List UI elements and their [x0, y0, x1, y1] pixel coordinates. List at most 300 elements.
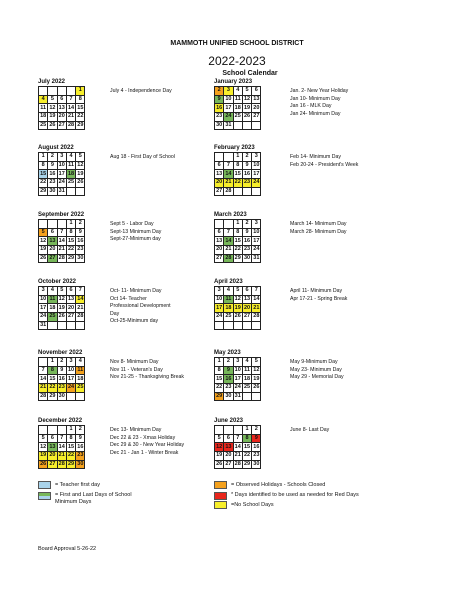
day-cell: 26	[234, 313, 241, 320]
day-cell: 25	[77, 384, 84, 391]
day-cell: 2	[215, 87, 224, 96]
week-row	[39, 104, 85, 113]
month-notes	[290, 288, 347, 303]
day-cell: 9	[242, 161, 251, 170]
day-cell: 9	[242, 228, 251, 237]
day-cell: 29	[49, 393, 56, 400]
day-cell: 14	[58, 237, 65, 244]
day-cell: 26	[58, 313, 65, 320]
day-cell: 23	[77, 246, 84, 253]
day-cell: 16	[77, 443, 84, 450]
day-cell	[252, 321, 261, 330]
day-cell	[57, 321, 66, 330]
day-cell: 10	[253, 162, 260, 169]
week-row	[215, 228, 261, 237]
week-row	[215, 179, 261, 188]
week-row	[39, 254, 85, 263]
note-line: Dec 29 & 30 - New Year Holiday	[110, 442, 185, 449]
week-row	[215, 254, 261, 263]
week-row	[215, 358, 261, 367]
day-cell: 17	[40, 304, 47, 311]
day-cell: 24	[40, 313, 47, 320]
day-cell: 19	[253, 375, 260, 382]
note-line: May 23- Minimum Day	[290, 366, 342, 373]
day-cell: 14	[225, 170, 232, 177]
week-row	[39, 321, 85, 330]
day-cell: 28	[40, 393, 47, 400]
month-title: May 2023	[214, 350, 241, 356]
month-block	[214, 349, 261, 401]
month-grid	[38, 425, 85, 469]
day-cell: 20	[49, 452, 56, 459]
note-line: Oct 14- Teacher	[110, 295, 147, 302]
day-cell: 29	[40, 188, 47, 195]
day-cell: 2	[57, 358, 66, 367]
day-cell	[224, 220, 233, 229]
day-cell: 21	[67, 113, 75, 120]
day-cell	[233, 321, 242, 330]
legend-red-days-swatch	[214, 492, 227, 500]
day-cell: 28	[253, 313, 260, 320]
day-cell: 13	[58, 104, 65, 111]
day-cell: 3	[215, 287, 224, 296]
day-cell: 20	[253, 104, 260, 111]
week-row	[215, 452, 261, 461]
day-cell: 30	[253, 461, 260, 468]
week-row	[39, 287, 85, 296]
day-cell: 19	[58, 304, 65, 311]
day-cell: 26	[216, 461, 223, 468]
week-row	[215, 246, 261, 255]
month-notes	[110, 427, 184, 457]
note-line: May 29 - Memorial Day	[290, 374, 344, 381]
day-cell: 3	[233, 358, 242, 367]
day-cell: 1	[66, 220, 75, 229]
legend-no-school: =No School Days	[231, 502, 274, 508]
day-cell: 13	[225, 443, 232, 450]
day-cell: 31	[40, 322, 47, 329]
day-cell: 18	[49, 304, 56, 311]
week-row	[39, 384, 85, 393]
month-notes	[110, 221, 161, 244]
note-line: Jan. 2- New Year Holiday	[290, 88, 349, 94]
day-cell: 29	[67, 255, 75, 262]
note-line: Jan 24- Minimum Day	[290, 110, 341, 117]
month-grid	[38, 286, 85, 330]
day-cell: 9	[57, 366, 66, 375]
legend-first-last-swatch	[38, 492, 51, 500]
day-cell: 21	[40, 384, 47, 391]
day-cell: 24	[225, 113, 232, 120]
day-cell: 18	[225, 304, 232, 311]
month-grid	[214, 152, 261, 196]
note-line: Apr 17-21 - Spring Break	[290, 295, 348, 302]
day-cell: 10	[225, 96, 232, 103]
day-cell: 5	[39, 228, 48, 237]
day-cell: 7	[39, 366, 48, 375]
day-cell: 8	[76, 95, 85, 104]
month-block	[214, 417, 261, 469]
school-year: 2022-2023	[208, 54, 266, 68]
day-cell	[39, 87, 48, 96]
day-cell: 21	[58, 246, 65, 253]
week-row	[39, 366, 85, 375]
note-line: March 14- Minimum Day	[290, 221, 347, 227]
month-title: February 2023	[214, 145, 255, 151]
day-cell: 22	[77, 113, 84, 120]
week-row	[215, 313, 261, 322]
day-cell: 11	[225, 296, 232, 303]
week-row	[215, 104, 261, 113]
legend-no-school-swatch	[214, 501, 227, 509]
day-cell: 25	[49, 313, 56, 320]
week-row	[215, 95, 261, 104]
day-cell	[233, 426, 242, 435]
day-cell: 26	[253, 384, 260, 391]
day-cell: 4	[76, 358, 85, 367]
day-cell	[242, 321, 251, 330]
day-cell: 3	[66, 358, 75, 367]
day-cell: 6	[224, 434, 233, 443]
week-row	[39, 187, 85, 196]
day-cell	[233, 187, 242, 196]
day-cell: 13	[243, 296, 251, 303]
day-cell: 16	[77, 237, 84, 244]
month-block	[38, 211, 85, 263]
day-cell	[224, 321, 233, 330]
day-cell: 16	[216, 104, 223, 111]
day-cell: 24	[58, 179, 65, 186]
day-cell	[76, 187, 85, 196]
day-cell: 17	[253, 237, 260, 244]
week-row	[39, 460, 85, 469]
day-cell: 23	[225, 384, 232, 391]
day-cell	[233, 121, 242, 130]
day-cell: 30	[225, 393, 232, 400]
day-cell: 12	[77, 162, 84, 169]
legend-observed-holidays: = Observed Holidays - Schools Closed	[231, 482, 326, 488]
day-cell	[39, 358, 48, 367]
week-row	[39, 220, 85, 229]
week-row	[215, 87, 261, 96]
day-cell: 19	[77, 170, 84, 177]
day-cell: 3	[39, 287, 48, 296]
day-cell: 6	[252, 87, 261, 96]
day-cell: 27	[58, 122, 65, 129]
day-cell: 1	[76, 87, 85, 96]
note-line: May 9-Minimum Day	[290, 359, 338, 365]
day-cell: 14	[77, 296, 84, 303]
month-title: March 2023	[214, 212, 247, 218]
day-cell: 18	[77, 375, 84, 382]
week-row	[39, 237, 85, 246]
day-cell: 17	[58, 170, 65, 177]
day-cell: 9	[224, 366, 233, 375]
day-cell: 2	[76, 220, 85, 229]
day-cell: 21	[253, 304, 260, 311]
day-cell: 7	[57, 434, 66, 443]
day-cell: 28	[225, 255, 232, 262]
day-cell: 12	[40, 237, 47, 244]
day-cell: 26	[243, 113, 251, 120]
day-cell: 14	[67, 104, 75, 111]
day-cell: 22	[40, 179, 47, 186]
day-cell: 23	[58, 384, 65, 391]
day-cell: 23	[77, 452, 84, 459]
month-block	[38, 144, 85, 196]
week-row	[215, 295, 261, 304]
day-cell: 24	[216, 313, 223, 320]
note-line: Sept 5 - Labor Day	[110, 221, 154, 227]
day-cell	[57, 220, 66, 229]
day-cell: 1	[233, 153, 242, 162]
day-cell: 1	[215, 358, 224, 367]
day-cell: 15	[234, 237, 241, 244]
month-grid	[214, 286, 261, 330]
week-row	[215, 161, 261, 170]
day-cell: 5	[215, 434, 224, 443]
month-notes	[110, 88, 172, 96]
day-cell: 2	[48, 153, 57, 162]
day-cell: 11	[68, 162, 74, 169]
day-cell: 6	[57, 95, 66, 104]
day-cell: 28	[225, 188, 232, 195]
day-cell	[48, 87, 57, 96]
day-cell: 24	[67, 384, 75, 391]
month-title: December 2022	[38, 418, 83, 424]
day-cell: 19	[243, 104, 251, 111]
day-cell: 4	[224, 287, 233, 296]
month-title: August 2022	[38, 145, 74, 151]
day-cell: 26	[77, 179, 84, 186]
day-cell: 6	[48, 434, 57, 443]
day-cell: 21	[225, 179, 232, 186]
day-cell: 15	[77, 104, 84, 111]
day-cell: 16	[253, 443, 260, 450]
week-row	[215, 392, 261, 401]
day-cell: 12	[40, 443, 47, 450]
day-cell: 13	[216, 237, 223, 244]
note-line: Jan 16 - MLK Day	[290, 103, 332, 110]
day-cell: 12	[243, 96, 251, 103]
week-row	[39, 95, 85, 104]
day-cell: 22	[67, 452, 75, 459]
note-line: Oct-25-Minimum day	[110, 318, 159, 325]
note-line: Jan 10- Minimum Day	[290, 95, 341, 102]
day-cell	[215, 321, 224, 330]
day-cell: 16	[243, 237, 251, 244]
week-row	[215, 426, 261, 435]
week-row	[39, 121, 85, 130]
legend-first-last-day: = First and Last Days of School	[55, 492, 132, 498]
day-cell	[242, 121, 251, 130]
month-grid	[214, 86, 261, 130]
week-row	[215, 153, 261, 162]
month-notes	[290, 359, 344, 382]
day-cell: 13	[253, 96, 260, 103]
day-cell: 10	[40, 296, 47, 303]
week-row	[39, 179, 85, 188]
day-cell: 18	[67, 170, 75, 177]
note-line: Professional Development	[110, 303, 171, 310]
week-row	[39, 113, 85, 122]
day-cell: 1	[242, 426, 251, 435]
day-cell: 1	[66, 426, 75, 435]
day-cell: 4	[66, 153, 75, 162]
day-cell: 8	[215, 366, 224, 375]
week-row	[215, 375, 261, 384]
month-block	[38, 417, 85, 469]
week-row	[215, 170, 261, 179]
day-cell: 22	[234, 179, 241, 186]
day-cell: 22	[234, 246, 241, 253]
day-cell: 11	[234, 96, 241, 103]
day-cell: 11	[77, 367, 84, 374]
day-cell: 4	[39, 95, 48, 104]
month-grid	[38, 357, 85, 401]
day-cell: 5	[48, 95, 57, 104]
day-cell	[252, 121, 261, 130]
day-cell: 22	[67, 246, 75, 253]
note-line: Sept-27-Minimum day	[110, 236, 161, 243]
day-cell: 13	[216, 170, 223, 177]
day-cell: 31	[253, 255, 260, 262]
week-row	[39, 434, 85, 443]
day-cell: 20	[216, 246, 223, 253]
day-cell: 27	[216, 255, 223, 262]
month-title: January 2023	[214, 79, 253, 85]
day-cell: 27	[49, 255, 56, 262]
day-cell: 20	[67, 304, 75, 311]
day-cell: 7	[224, 228, 233, 237]
district-title: MAMMOTH UNIFIED SCHOOL DISTRICT	[170, 40, 304, 47]
day-cell: 31	[58, 188, 65, 195]
day-cell: 7	[233, 434, 242, 443]
day-cell: 10	[216, 296, 223, 303]
month-block	[38, 78, 85, 130]
day-cell: 24	[234, 384, 241, 391]
day-cell: 22	[216, 384, 223, 391]
month-title: November 2022	[38, 350, 83, 356]
day-cell	[76, 321, 85, 330]
day-cell: 12	[253, 367, 260, 374]
day-cell: 2	[242, 153, 251, 162]
day-cell: 20	[243, 304, 251, 311]
month-notes	[290, 221, 347, 236]
month-block	[38, 349, 85, 401]
month-notes	[110, 288, 171, 326]
day-cell: 13	[49, 443, 56, 450]
month-notes	[110, 359, 184, 382]
day-cell: 8	[233, 161, 242, 170]
week-row	[215, 434, 261, 443]
day-cell	[242, 187, 251, 196]
month-grid	[38, 86, 85, 130]
day-cell: 3	[252, 220, 261, 229]
week-row	[215, 113, 261, 122]
week-row	[39, 304, 85, 313]
legend-red-days: * Days identified to be used as needed for Red Days	[231, 492, 359, 498]
day-cell: 8	[233, 228, 242, 237]
day-cell: 12	[49, 104, 56, 111]
day-cell: 19	[216, 452, 223, 459]
week-row	[39, 161, 85, 170]
day-cell: 17	[253, 170, 260, 177]
note-line: Feb 20-24 - President's Week	[290, 161, 359, 168]
day-cell: 21	[225, 246, 232, 253]
day-cell: 20	[216, 179, 223, 186]
day-cell: 10	[58, 162, 65, 169]
day-cell: 26	[40, 255, 47, 262]
day-cell: 15	[243, 443, 251, 450]
day-cell	[76, 392, 85, 401]
day-cell: 24	[253, 246, 260, 253]
day-cell: 19	[40, 246, 47, 253]
day-cell: 23	[243, 246, 251, 253]
day-cell: 11	[244, 367, 250, 374]
day-cell: 2	[224, 358, 233, 367]
day-cell: 10	[67, 367, 75, 374]
day-cell: 25	[67, 179, 75, 186]
day-cell: 19	[40, 452, 47, 459]
day-cell: 9	[215, 95, 224, 104]
day-cell: 9	[252, 434, 261, 443]
week-row	[39, 246, 85, 255]
note-line: Nov 11 - Veteran's Day	[110, 366, 163, 373]
day-cell: 26	[49, 122, 56, 129]
day-cell: 14	[58, 443, 65, 450]
day-cell: 17	[225, 104, 232, 111]
day-cell: 26	[40, 461, 47, 468]
day-cell: 5	[242, 87, 251, 96]
day-cell: 8	[66, 228, 75, 237]
day-cell: 5	[39, 434, 48, 443]
day-cell: 4	[233, 87, 242, 96]
month-grid	[214, 219, 261, 263]
day-cell: 23	[216, 113, 223, 120]
day-cell	[66, 87, 75, 96]
month-title: September 2022	[38, 212, 85, 218]
day-cell: 21	[234, 452, 241, 459]
day-cell: 16	[243, 170, 251, 177]
day-cell: 23	[253, 452, 260, 459]
month-title: June 2023	[214, 418, 244, 424]
week-row	[39, 87, 85, 96]
day-cell: 29	[234, 255, 241, 262]
day-cell: 9	[76, 228, 85, 237]
month-notes	[290, 88, 348, 118]
day-cell: 7	[252, 287, 261, 296]
day-cell: 23	[49, 179, 56, 186]
day-cell: 22	[243, 452, 251, 459]
day-cell: 10	[234, 367, 241, 374]
day-cell: 7	[66, 95, 75, 104]
month-block	[214, 211, 261, 263]
day-cell: 3	[224, 87, 233, 96]
day-cell: 15	[49, 375, 56, 382]
day-cell: 27	[253, 113, 260, 120]
note-line: July 4 - Independence Day	[110, 88, 172, 94]
day-cell: 15	[67, 237, 75, 244]
day-cell: 15	[234, 170, 241, 177]
note-line: Sept-13 Minimum Day	[110, 228, 162, 235]
day-cell	[57, 426, 66, 435]
day-cell: 31	[225, 122, 232, 129]
day-cell: 16	[225, 375, 232, 382]
day-cell: 29	[216, 393, 223, 400]
day-cell: 16	[58, 375, 65, 382]
day-cell	[39, 426, 48, 435]
